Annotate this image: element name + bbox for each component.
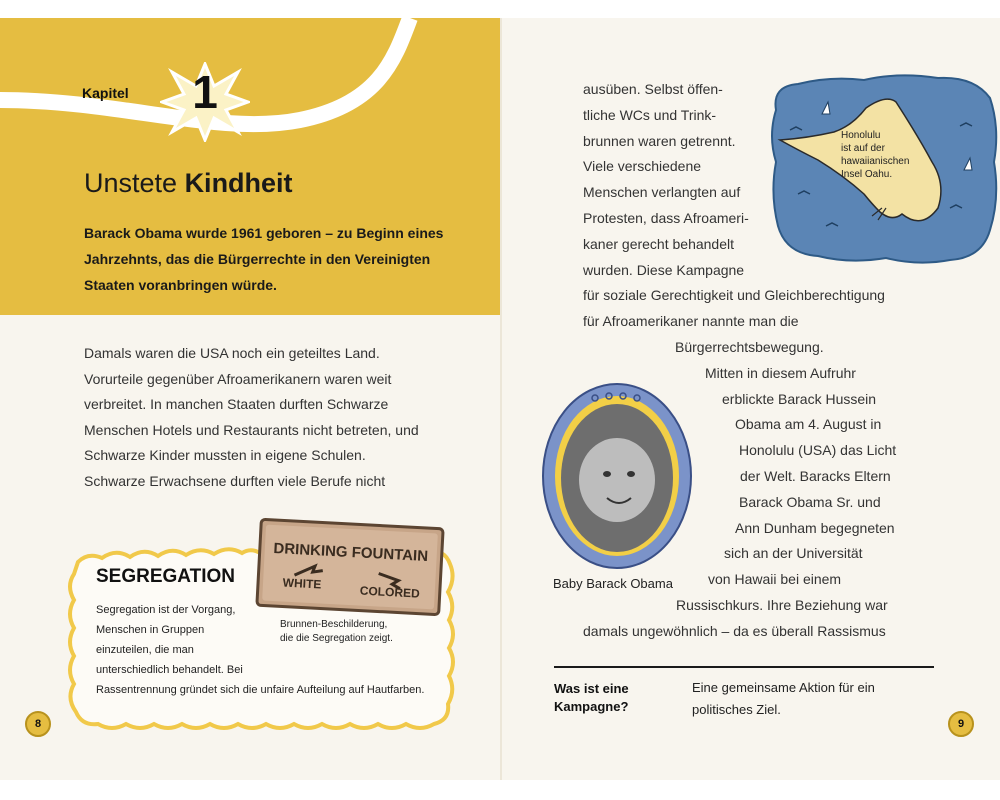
left-body-text: Damals waren die USA noch ein geteiltes Land. Vorurteile gegenüber Afroamerikanern waren weit verbreitet. In manchen Staaten durften Schwarze Menschen Hotels und Restaurants nicht betreten, und Schwarze Kinder mussten in eigene Schulen. Schwarze Erwachsene durften viele Berufe nicht (84, 345, 419, 489)
page-number-left: 8 (25, 711, 51, 737)
body-line: Barack Obama Sr. und (739, 493, 881, 510)
glossary-definition-line-2: politisches Ziel. (692, 702, 781, 717)
page-number-right: 9 (948, 711, 974, 737)
sign-colored-label: COLORED (359, 583, 421, 601)
map-label-line-4: Insel Oahu. (841, 169, 893, 180)
glossary-term-line-2: Kampagne? (554, 699, 629, 714)
segregation-text-body: Segregation ist der Vorgang, Menschen in Gruppen einzuteilen, die man unterschiedlich behandelt. Bei Rassentrennung gründet sich die unfaire Aufteilung auf Hautfarben. (96, 604, 425, 696)
glossary-term-line-1: Was ist eine (554, 681, 629, 696)
body-line: der Welt. Baracks Eltern (740, 467, 891, 484)
chapter-number: 1 (192, 66, 218, 118)
chapter-label: Kapitel (82, 85, 129, 101)
photo-caption: Baby Barack Obama (553, 576, 673, 591)
body-line: Russischkurs. Ihre Beziehung war (676, 596, 888, 613)
chapter-title-normal: Unstete (84, 168, 185, 198)
body-line: Honolulu (USA) das Licht (739, 442, 897, 459)
body-line: sich an der Universität (724, 545, 863, 562)
sign-caption-line-2: die die Segregation zeigt. (280, 633, 393, 644)
body-line: wurden. Diese Kampagne (583, 261, 745, 278)
segregation-text (96, 600, 426, 700)
segregation-title: SEGREGATION (96, 566, 235, 587)
body-line: Menschen verlangten auf (583, 184, 741, 201)
body-line: tliche WCs und Trink- (583, 106, 717, 123)
glossary-divider (554, 666, 934, 668)
body-line: brunnen waren getrennt. (583, 132, 736, 149)
body-line: von Hawaii bei einem (708, 571, 842, 588)
map-label-line-3: hawaiianischen (841, 156, 910, 167)
body-line: kaner gerecht behandelt (583, 235, 734, 252)
body-line: erblickte Barack Hussein (722, 390, 877, 407)
sign-white-label: WHITE (282, 575, 322, 592)
glossary-term (554, 680, 629, 716)
sign-caption-line-1: Brunnen-Beschilderung, (280, 619, 388, 630)
body-line: für Afroamerikaner nannte man die (583, 313, 799, 330)
body-line: Protesten, dass Afroameri- (583, 209, 749, 226)
chapter-title-bold: Kindheit (184, 168, 293, 198)
chapter-header (0, 18, 500, 315)
page-gutter (500, 18, 502, 780)
glossary-definition-line-1: Eine gemeinsame Aktion für ein (692, 680, 875, 695)
sign-heading: DRINKING FOUNTAIN (273, 539, 429, 566)
map-label-line-2: ist auf der (841, 143, 885, 154)
chapter-intro: Barack Obama wurde 1961 geboren – zu Beginn eines Jahrzehnts, das die Bürgerrechte in den Vereinigten Staaten voranbringen würde. (84, 225, 444, 293)
body-line: Obama am 4. August in (735, 416, 882, 433)
body-line: Bürgerrechtsbewegung. (675, 338, 824, 355)
baby-photo-frame (537, 376, 697, 576)
body-line: ausüben. Selbst öffen- (583, 81, 723, 97)
chapter-title (84, 168, 293, 199)
body-line: Viele verschiedene (583, 158, 702, 175)
glossary-definition (692, 677, 875, 721)
body-line: Ann Dunham begegneten (735, 519, 895, 536)
map-label-line-1: Honolulu (841, 130, 881, 141)
book-spread (0, 18, 1000, 780)
body-line: für soziale Gerechtigkeit und Gleichberechtigung (583, 287, 885, 304)
sign-caption (280, 618, 393, 646)
body-line: Mitten in diesem Aufruhr (705, 364, 856, 381)
body-line: damals ungewöhnlich – da es überall Rassismus (583, 622, 886, 639)
drinking-fountain-sign (255, 517, 445, 617)
